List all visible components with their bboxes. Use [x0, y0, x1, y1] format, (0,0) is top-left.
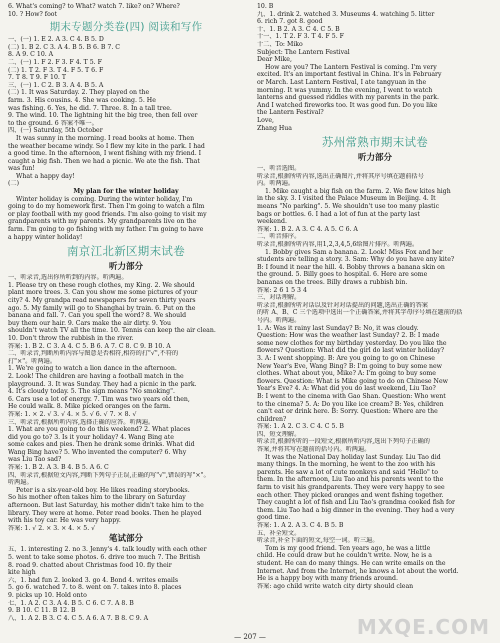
text-line: (二) 1. It was Saturday. 2. They played on the: [8, 89, 150, 97]
text-line: They caught a lot of fish and Liu Tao's grandma cooked fish for: [257, 499, 455, 507]
text-line: Peter is a six-year-old boy. He likes reading storybooks.: [16, 486, 190, 494]
text-line: 7. T 8. T 9. F 10. T: [8, 74, 66, 82]
text-line: some new clothes for my birthday yesterday. Do you like the: [257, 339, 447, 347]
text-line: 4. It's cloudy today. 5. The sign means "No smoking".: [8, 388, 175, 396]
text-line: 听录音,根据所听内容,用1,2,3,4,5,6给图片排序。听两遍。: [257, 241, 419, 249]
text-line: bags or bottles. 6. I had a lot of fun at the party last: [257, 210, 420, 218]
text-line: 9. B 10. C 11. B 12. B: [8, 607, 76, 615]
text-line: So his mother often takes him to the library on Saturday: [8, 494, 186, 502]
text-line: 听录音,根据所听的一段短文,根据所听内容,选出下列句子正确的: [257, 438, 430, 446]
text-line: 一、听音选图。: [257, 165, 301, 173]
text-line: child. He could draw but he couldn't write. Now, he is a: [257, 552, 432, 560]
text-line: 三、对话理解。: [257, 294, 301, 302]
text-line: 五、1. interesting 2. no 3. Jenny's 4. talk loudly with each other: [8, 546, 207, 554]
text-line: each other. They picked oranges and went fishing together.: [257, 491, 444, 499]
text-line: 1. Bobby gives Sam a banana. 2. Look! Miss Fox and her: [265, 248, 443, 256]
subsection-title: 听力部分: [357, 153, 392, 164]
text-line: B: I found it near the hill. 4. Bobby throws a banana skin on: [257, 263, 445, 271]
text-line: lanterns and guessed riddles with my parents in the park.: [257, 94, 439, 102]
text-line: plant more trees. 3. Can you show me some pictures of your: [8, 289, 198, 297]
text-line: 3. A: I went shopping. B: Are you going to go on Chinese: [257, 354, 435, 362]
text-line: weekend.: [257, 218, 287, 226]
text-line: Love,: [257, 116, 274, 124]
text-line: can't eat or drink here. B: Sorry. Question: Where are the: [257, 408, 438, 416]
text-line: 七、1. A 2. C 3. A 4. B 5. C 6. C 7. A 8. B: [8, 599, 134, 607]
text-line: 6. rich 7. got 8. good: [257, 18, 323, 26]
text-line: afternoon. But last Saturday, his mother didn't take him to the: [8, 502, 204, 510]
text-line: banana and fall. 7. Can you spell the word? 8. We should: [8, 312, 187, 320]
subsection-title: 笔试部分: [108, 534, 143, 545]
text-line: It was sunny in the morning. I read books at home. Then: [16, 134, 195, 142]
text-line: was Liu Tao sad?: [8, 456, 62, 464]
text-line: Zhang Hua: [257, 124, 292, 132]
text-line: 听录音,根据所听内容,选出正确图片,并将其序号填在题前括号: [257, 172, 424, 180]
text-line: farm. 3. His cousins. 4. She was cooking. 5. He: [8, 96, 156, 104]
text-line: was fun!: [8, 165, 35, 173]
text-line: 8. A 9. C 10. A: [8, 51, 54, 59]
text-line: 1. Mike caught a big fish on the farm. 2. We flew kites high: [265, 187, 451, 195]
text-line: 答案: 1. B 2. A 3. C 4. A 5. C 6. A: [257, 225, 358, 233]
text-line: city? 4. My grandpa read newspapers for seven thirty years: [8, 297, 196, 304]
section-title: 苏州常熟市期末试卷: [321, 135, 429, 150]
text-line: ago. 5. My family will go to Shanghai by train. 6. Put on the: [8, 304, 196, 312]
text-line: 答案: 2 6 1 5 3 4: [257, 286, 307, 294]
text-line: to the ground. 6 答案不唯一。: [8, 119, 98, 127]
text-line: 1. What are you going to do this weekend? 2. What places: [8, 426, 191, 434]
text-line: 2. Look! The children are having a football match in the: [8, 372, 184, 380]
text-line: 听录音,补全下面的短文,每空一词。听三遍。: [257, 537, 379, 545]
text-line: 听两遍。: [8, 479, 33, 487]
text-line: playground. 3. It was Sunday. They had a picnic in the park.: [8, 380, 197, 388]
text-line: flowers. Question: What is Mike going to do on Chinese New: [257, 377, 448, 385]
text-line: children?: [257, 415, 287, 423]
text-line: 四、短文理解。: [257, 430, 301, 438]
text-line: 二、听录音,判断所听内容与图意是否相符,相符的打"√",不符的: [8, 350, 179, 358]
section-title: 期末专题分类卷(四) 阅读和写作: [49, 21, 203, 34]
text-line: 四、(一) Saturday, 5th October: [8, 127, 103, 135]
text-line: the ground. 5. Billy goes to hospital. 6. Here are some: [257, 271, 428, 279]
text-line: with his toy car. He was very happy.: [8, 517, 121, 525]
text-line: the Lantern Festival?: [257, 109, 324, 117]
text-line: farm. I'm going to go fishing with my father. I'm going to have: [8, 226, 204, 234]
text-line: the weather became windy. So I flew my kite in the park. I had: [8, 142, 205, 150]
text-line: or play football with my good friends. I'm also going to visit my: [8, 210, 207, 218]
text-line: He is a happy boy with many friends around.: [257, 575, 398, 583]
text-line: 9. picks up 10. Hold onto: [8, 591, 87, 599]
text-line: 8. road 9. chatted about Christmas food 10. fly their: [8, 561, 172, 569]
text-line: Internet. And from the Internet, he knows a lot about the world.: [257, 567, 459, 575]
text-line: good time.: [257, 514, 291, 522]
text-line: 三、听录音,根据所听内容,选择正确的应答。听两遍。: [8, 418, 155, 426]
text-line: 1. We're going to watch a lion dance in the afternoon.: [8, 365, 177, 373]
text-line: B: I went to the cinema with Gao Shan. Question: Who went: [257, 392, 446, 400]
text-line: means "No parking". 5. We shouldn't use too many plastic: [257, 203, 440, 211]
text-line: How are you? The Lantern Festival is coming. I'm very: [265, 63, 437, 71]
text-line: 号内。听两遍。: [257, 316, 301, 324]
text-line: (二) 1. B 2. C 3. A 4. B 5. B 6. B 7. C: [8, 43, 121, 51]
text-line: 答案: 1. A 2. C 3. C 4. C 5. B: [257, 423, 344, 431]
text-line: clothes. What about you, Mike? A: I'm going to buy some: [257, 370, 436, 378]
left-column: [8, 3, 244, 622]
text-line: Wang Bing have? 5. Who invented the computer? 6. Why: [8, 448, 187, 456]
text-line: 十一、1. T 2. F 3. T 4. F 5. F: [257, 33, 344, 41]
text-line: them. Liu Tao had a big dinner in the evening. They had a very: [257, 506, 455, 514]
right-column: [257, 3, 493, 590]
text-line: 十、1. B 2. A 3. C 4. C 5. B: [257, 25, 340, 33]
text-line: Question: How was the weather last Sunday? 2. B: I made: [257, 332, 440, 340]
text-line: 答案: 1. × 2. √ 3. √ 4. × 5. √ 6. √ 7. × 8. √: [8, 410, 137, 418]
text-line: a good time. In the afternoon, I went fishing with my friend. I: [8, 150, 202, 158]
text-line: caught a big fish. Then we had a picnic. We ate the fish. That: [8, 157, 200, 165]
text-line: student. He can do many things. He can write emails on the: [257, 559, 446, 567]
text-line: shouldn't watch TV all the time. 10. Tennis can keep the air clean.: [8, 327, 216, 335]
text-line: 一、(一) 1. E 2. A 3. C 4. B 5. D: [8, 36, 104, 44]
text-line: did you go to? 3. Is it your holiday? 4. Wang Bing ate: [8, 433, 174, 441]
text-line: 四、听录音,根据短文内容,判断下列句子正误,正确的写"√",错误的写"×"。: [8, 471, 210, 479]
text-line: 10. Don't throw the rubbish in the river.: [8, 334, 134, 342]
text-line: 10. B: [257, 3, 274, 10]
text-line: 答案,并将其写在题前的括号内。听两遍。: [257, 446, 371, 454]
text-line: 二、(一) 1. F 2. F 3. F 4. T 5. F: [8, 58, 102, 66]
text-line: many things. In the morning, he went to the zoo with his: [257, 461, 436, 469]
section-title: 南京江北新区期末试卷: [67, 244, 185, 259]
text-line: kite high: [8, 569, 36, 577]
text-line: 二、听音排序。: [257, 233, 301, 241]
text-line: buy them our hair. 9. Cars make the air dirty. 9. You: [8, 319, 172, 327]
text-line: He could walk. 8. Mike picked oranges on the farm.: [8, 403, 171, 411]
text-line: 6. Cars use a lot of energy. 7. Tim was two years old then,: [8, 395, 190, 403]
text-line: It was the National Day holiday last Sunday. Liu Tao did: [265, 453, 441, 461]
text-line: 六、1. had fun 2. looked 3. go 4. Bond 4. writes emails: [8, 576, 179, 584]
text-line: 10. ? How? foot: [8, 10, 58, 18]
text-line: Winter holiday is coming. During the winter holiday, I'm: [16, 195, 193, 203]
text-line: 的听 A、B、C 三个选项中选出一个正确答案,并将其字母序号填在题前的括: [257, 309, 463, 317]
text-line: 答案: 1. √ 2. × 3. × 4. × 5. √: [8, 524, 96, 532]
text-line: grandparents with my parents. My grandparents live on the: [8, 218, 197, 226]
text-line: What a happy day!: [16, 172, 75, 180]
text-line: 9. The wind. 10. The lightning hit the big tree, then fell over: [8, 112, 198, 120]
text-line: to the cinema? 5. A: Do you like ice cream? B: Yes, children: [257, 400, 444, 408]
text-line: Dear Mike,: [257, 56, 292, 64]
text-line: farm to visit his grandparents. They were very happy to see: [257, 484, 445, 492]
text-line: 5. go 6. watched 7. to 8. went on 7. takes into 8. places: [8, 584, 182, 592]
text-line: 5. went to take some photos. 6. drive too much 7. The British: [8, 554, 201, 561]
text-line: 答案: 1. B 2. A 3. B 4. B 5. A 6. C: [8, 464, 109, 472]
text-line: My plan for the winter holiday: [73, 188, 179, 196]
text-line: 内。听两遍。: [257, 180, 295, 188]
text-line: 三、(一) 1. C 2. B 3. A 4. B 5. A: [8, 81, 104, 89]
text-line: 八、1. A 2. B 3. C 4. C 5. A 6. A 7. B 8. C 9. A: [8, 614, 149, 622]
subsection-title: 听力部分: [108, 262, 143, 273]
text-line: New Year's Eve, Wang Bing? B: I'm going to buy some new: [257, 362, 442, 370]
text-line: students are telling a story. 3. Sam: Why do you have any kite?: [257, 256, 455, 264]
text-line: 1. A: Was it rainy last Sunday? B: No, it was cloudy.: [257, 324, 419, 332]
text-line: 九、1. drink 2. watched 3. Museums 4. watching 5. litter: [257, 10, 435, 18]
text-line: going to do my homework first. Then I'm going to watch a film: [8, 203, 205, 211]
text-line: 五、补全短文。: [257, 529, 301, 537]
text-line: And I watched fireworks too. It was good fun. Do you like: [257, 101, 438, 109]
text-line: 答案: ago child write watch city dirty should clean: [257, 582, 414, 590]
text-line: them. In the afternoon, Liu Tao and his parents went to the: [257, 476, 444, 484]
text-line: parents. He saw a lot of cute monkeys and said "Hello" to: [257, 468, 438, 476]
text-line: morning. It was yummy. In the evening, I went to watch: [257, 86, 433, 94]
text-line: some cakes and pies. Then he drank some drinks. What did: [8, 441, 195, 449]
text-line: flowers? Question: What did the girl do last winter holiday?: [257, 347, 445, 355]
text-line: 答案: 1. A 2. A 3. C 4. B 5. B: [257, 522, 344, 529]
text-line: 答案: 1. B 2. C 3. A 4. C 5. B 6. A 7. C 8. C 9. B 10. A: [8, 342, 171, 350]
text-line: Subject: The Lantern Festival: [257, 48, 350, 56]
text-line: 6. What's coming? to What? watch 7. like? on? Where?: [8, 3, 180, 10]
text-line: 打"×"。听两遍。: [8, 357, 57, 365]
text-line: Tom is my good friend. Ten years ago, he was a little: [265, 544, 431, 552]
text-line: 一、听录音,选出你所听到的内容。听两遍。: [8, 274, 128, 282]
text-line: library. They were at home. Peter read books. Then he played: [8, 509, 202, 517]
watermark-logo: MXQE.COM: [356, 615, 490, 639]
text-line: a happy winter holiday!: [8, 233, 83, 241]
text-line: was fishing. 6. Yes, he did. 7. Three. 8. In a tall tree.: [8, 104, 172, 112]
text-line: Year's Eve? 4. A: What did you do last weekend, Liu Tao?: [257, 385, 436, 393]
text-line: or March. Last Lantern Festival, I ate tangyuan in the: [257, 78, 427, 86]
text-line: excited. It's an important festival in China. It's in February: [257, 71, 442, 79]
text-line: bananas on the trees. Billy draws a rubbish bin.: [257, 279, 408, 286]
page-number: — 207 —: [234, 633, 266, 641]
text-line: (二) 1. T 2. F 3. T 4. F 5. T 6. F: [8, 66, 104, 74]
text-line: 十二、To: Miko: [257, 40, 303, 48]
text-line: 1. Please try on these rough clothes, my King. 2. We should: [8, 281, 195, 289]
text-line: 听录音,根据所听对话以及针对对话提出的问题,选出正确的答案: [257, 301, 428, 309]
text-line: (二): [8, 180, 20, 188]
text-line: in the sky. 3. I visited the Palace Museum in Beijing. 4. It: [257, 195, 436, 203]
